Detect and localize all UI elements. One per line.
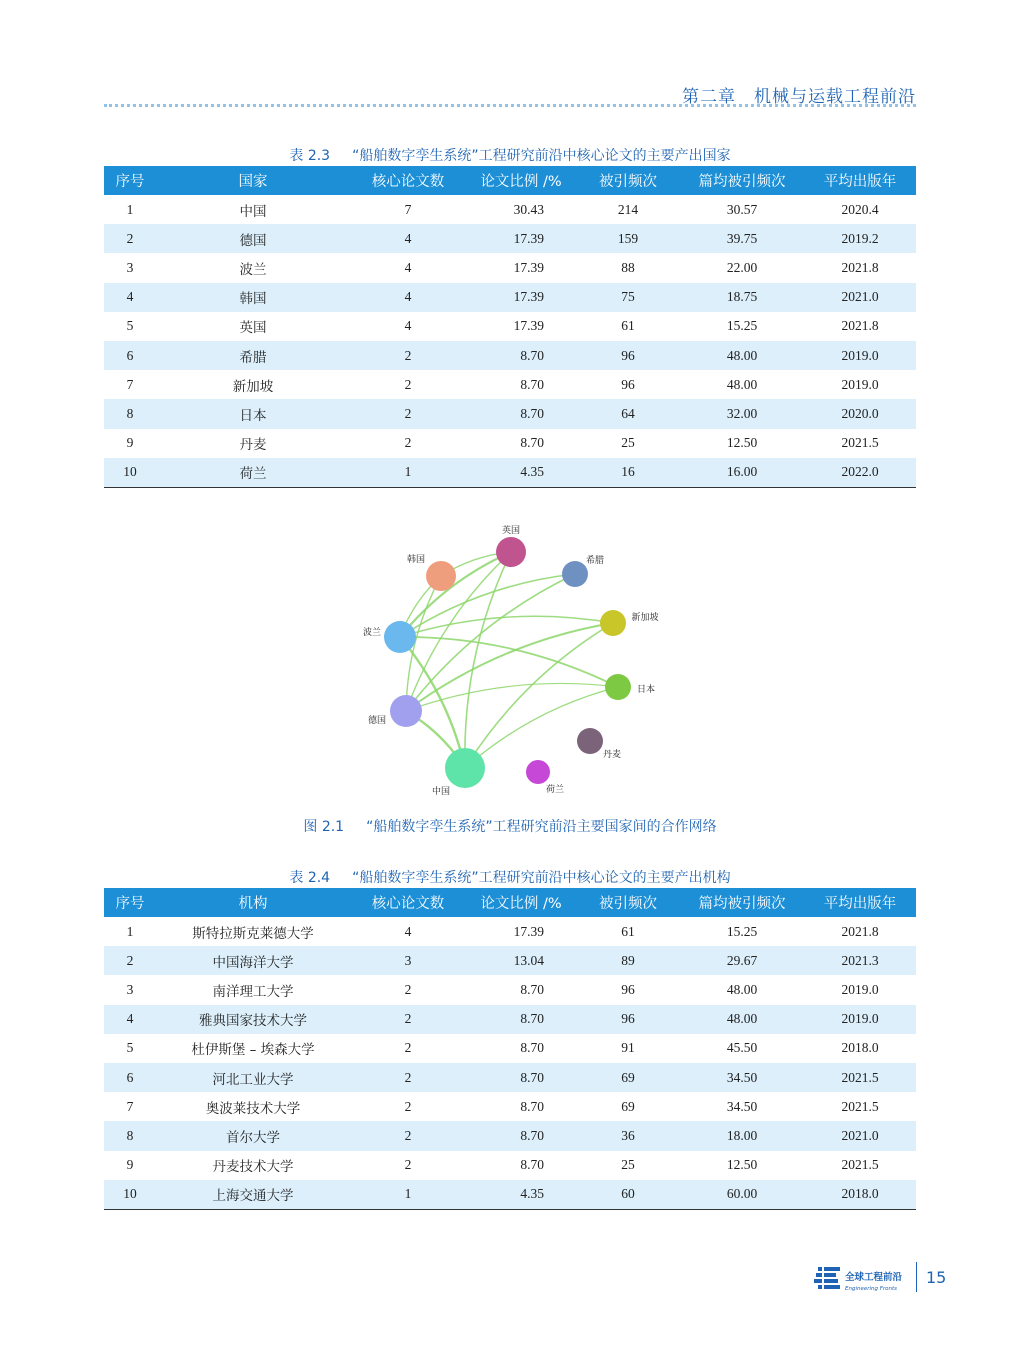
- table-row: [104, 1005, 916, 1034]
- table-cell: 新加坡: [232, 378, 274, 395]
- table-cell: 2: [350, 341, 466, 370]
- column-header: 论文比例 /%: [466, 166, 576, 195]
- table-cell: 2019.0: [841, 981, 879, 997]
- table-cell: 69: [621, 1098, 635, 1114]
- table-cell: 1: [350, 458, 466, 488]
- table-cell: 2021.8: [841, 318, 879, 334]
- table-cell: 2: [404, 1098, 412, 1114]
- table-cell: 2019.2: [804, 224, 916, 253]
- table-cell: 2: [404, 435, 412, 451]
- figure-caption: [104, 816, 916, 836]
- table-cell: [466, 399, 576, 428]
- table-cell: 2: [350, 399, 466, 428]
- table-row: [104, 224, 916, 253]
- table-row: [104, 341, 916, 370]
- table-cell: 61: [621, 318, 635, 334]
- ratio-value: 8.70: [520, 1040, 544, 1056]
- table-row: [104, 195, 916, 224]
- table-cell: 2021.0: [804, 283, 916, 312]
- column-header: 序号: [104, 888, 156, 917]
- network-node-cn: [445, 748, 485, 788]
- table-cell: 60: [576, 1180, 680, 1210]
- table-cell: 8: [104, 1121, 156, 1150]
- table-cell: 2019.0: [841, 376, 879, 392]
- table-cell: 96: [621, 981, 635, 997]
- table-cell: 159: [576, 224, 680, 253]
- table-row: [104, 429, 916, 458]
- table-cell: 雅典国家技术大学: [156, 1005, 350, 1034]
- table-cell: 2021.0: [804, 1121, 916, 1150]
- table-cell: 河北工业大学: [156, 1063, 350, 1092]
- network-node-label: 新加坡: [631, 613, 659, 623]
- network-node-label: 荷兰: [545, 785, 565, 795]
- table-row: [104, 458, 916, 488]
- figure-caption-number: 图 2.1: [303, 819, 345, 835]
- column-header: 核心论文数: [350, 166, 466, 195]
- table1-caption-number: 表 2.3: [289, 148, 331, 164]
- table-cell: 4: [104, 283, 156, 312]
- table-cell: 4: [350, 283, 466, 312]
- table-row: [104, 917, 916, 946]
- ratio-value: 17.39: [513, 318, 544, 334]
- table2-caption-text: “船舶数字孪生系统”工程研究前沿中核心论文的主要产出机构: [352, 870, 731, 886]
- network-node-sg: [600, 610, 626, 636]
- logo-text-en: Engineering Fronts: [845, 1286, 898, 1292]
- table-cell: 丹麦技术大学: [212, 1159, 294, 1176]
- ratio-value: 8.70: [520, 435, 544, 451]
- ratio-value: 17.39: [513, 923, 544, 939]
- table-cell: [466, 1005, 576, 1034]
- ratio-value: 8.70: [520, 376, 544, 392]
- ratio-value: 8.70: [520, 347, 544, 363]
- table-row: [104, 946, 916, 975]
- table1-caption: [104, 145, 916, 165]
- table-cell: 3: [126, 259, 134, 275]
- ratio-value: 8.70: [520, 1098, 544, 1114]
- table-cell: 中国: [239, 203, 267, 220]
- table-row: [104, 1063, 916, 1092]
- column-header: 篇均被引频次: [680, 166, 804, 195]
- table-cell: 88: [621, 259, 635, 275]
- countries-table: [104, 166, 916, 488]
- table-cell: 2018.0: [841, 1040, 879, 1056]
- network-node-label: 中国: [431, 787, 451, 797]
- table-cell: [466, 1034, 576, 1063]
- table-cell: 64: [576, 399, 680, 428]
- table-cell: [466, 917, 576, 946]
- table-row: [104, 1180, 916, 1210]
- table-cell: 32.00: [680, 399, 804, 428]
- ratio-value: 8.70: [520, 981, 544, 997]
- table-row: [104, 283, 916, 312]
- table-cell: 上海交通大学: [156, 1180, 350, 1210]
- table2-caption: [104, 867, 916, 887]
- table-cell: [466, 1180, 576, 1210]
- column-header: 国家: [156, 166, 350, 195]
- column-header: 论文比例 /%: [466, 888, 576, 917]
- table-cell: [466, 341, 576, 370]
- network-node-label: 英国: [501, 526, 521, 536]
- table-cell: 6: [104, 1063, 156, 1092]
- network-node-de: [390, 695, 422, 727]
- table-row: [104, 1121, 916, 1150]
- figure-caption-text: “船舶数字孪生系统”工程研究前沿主要国家间的合作网络: [366, 819, 717, 835]
- table-cell: 25: [621, 435, 635, 451]
- table-cell: 48.00: [680, 341, 804, 370]
- collaboration-network-figure: [350, 518, 680, 803]
- table-cell: 2: [404, 1157, 412, 1173]
- table-cell: 2020.0: [804, 399, 916, 428]
- ratio-value: 17.39: [513, 230, 544, 246]
- table-cell: 9: [126, 1157, 134, 1173]
- network-node-label: 丹麦: [602, 750, 622, 760]
- table-cell: 12.50: [726, 435, 758, 451]
- table-cell: 2021.8: [841, 923, 879, 939]
- table-row: [104, 1151, 916, 1180]
- table-cell: 2021.5: [841, 1098, 879, 1114]
- table-cell: 6: [104, 341, 156, 370]
- ratio-value: 8.70: [520, 1157, 544, 1173]
- table-cell: 2019.0: [804, 341, 916, 370]
- ratio-value: 17.39: [513, 289, 544, 305]
- table-cell: 75: [576, 283, 680, 312]
- table-cell: 2021.5: [841, 435, 879, 451]
- table-row: [104, 399, 916, 428]
- table-cell: 波兰: [239, 261, 267, 278]
- table-cell: 91: [621, 1040, 635, 1056]
- table-cell: 15.25: [726, 923, 758, 939]
- table-cell: 2: [350, 1063, 466, 1092]
- column-header: 被引频次: [576, 166, 680, 195]
- table-cell: 韩国: [156, 283, 350, 312]
- table-cell: 8: [104, 399, 156, 428]
- ratio-value: 17.39: [513, 259, 544, 275]
- table-header-row: [104, 166, 916, 195]
- table-row: [104, 1092, 916, 1121]
- network-node-gr: [562, 561, 588, 587]
- table-cell: 英国: [239, 320, 267, 337]
- table-cell: 2021.3: [804, 946, 916, 975]
- page-number: 15: [926, 1268, 947, 1287]
- network-edge: [465, 687, 618, 768]
- table-cell: 日本: [156, 399, 350, 428]
- table-row: [104, 1034, 916, 1063]
- table-cell: 34.50: [726, 1098, 758, 1114]
- table-cell: [466, 370, 576, 399]
- table-cell: [466, 1121, 576, 1150]
- table-cell: 12.50: [726, 1157, 758, 1173]
- column-header: 平均出版年: [804, 166, 916, 195]
- network-node-pl: [384, 621, 416, 653]
- table-cell: 2: [104, 946, 156, 975]
- table-cell: [466, 283, 576, 312]
- network-node-label: 德国: [367, 716, 387, 726]
- table-cell: 18.00: [680, 1121, 804, 1150]
- table-cell: 36: [576, 1121, 680, 1150]
- table-cell: 2: [350, 1121, 466, 1150]
- network-node-label: 韩国: [406, 555, 426, 565]
- table-cell: 39.75: [680, 224, 804, 253]
- table2-caption-number: 表 2.4: [289, 870, 331, 886]
- table-cell: 29.67: [680, 946, 804, 975]
- table-cell: [466, 224, 576, 253]
- table-cell: 96: [576, 341, 680, 370]
- table-cell: 69: [576, 1063, 680, 1092]
- footer-divider: [916, 1262, 917, 1292]
- table-cell: 2022.0: [804, 458, 916, 488]
- table-cell: 2019.0: [804, 1005, 916, 1034]
- table-cell: 48.00: [680, 1005, 804, 1034]
- table-cell: 10: [104, 458, 156, 488]
- table-cell: 南洋理工大学: [212, 983, 294, 1000]
- table-cell: 3: [126, 981, 134, 997]
- network-node-kr: [426, 561, 456, 591]
- table-cell: 7: [126, 376, 134, 392]
- table-cell: 4: [104, 1005, 156, 1034]
- column-header: 篇均被引频次: [680, 888, 804, 917]
- table-cell: 丹麦: [239, 437, 267, 454]
- table-cell: 48.00: [726, 376, 758, 392]
- table-cell: 杜伊斯堡 – 埃森大学: [191, 1042, 315, 1059]
- table-cell: 1: [126, 923, 134, 939]
- table-cell: 25: [621, 1157, 635, 1173]
- table-cell: 96: [621, 376, 635, 392]
- network-node-label: 波兰: [362, 628, 382, 638]
- table-cell: 德国: [156, 224, 350, 253]
- ratio-value: 4.35: [520, 464, 544, 480]
- table-cell: 96: [576, 1005, 680, 1034]
- ratio-value: 4.35: [520, 1186, 544, 1202]
- table-cell: 3: [350, 946, 466, 975]
- table-cell: 奥波莱技术大学: [205, 1100, 301, 1117]
- table-cell: 10: [104, 1180, 156, 1210]
- table-cell: 89: [576, 946, 680, 975]
- table-cell: 5: [126, 1040, 134, 1056]
- table-cell: 16.00: [680, 458, 804, 488]
- table-cell: 4: [404, 318, 412, 334]
- table-cell: [466, 253, 576, 282]
- table-cell: 2018.0: [804, 1180, 916, 1210]
- table-cell: [466, 429, 576, 458]
- table-cell: 中国海洋大学: [156, 946, 350, 975]
- table-cell: 18.75: [680, 283, 804, 312]
- network-edge: [400, 616, 613, 637]
- table-cell: 9: [126, 435, 134, 451]
- ratio-value: 8.70: [520, 1127, 544, 1143]
- network-node-jp: [605, 674, 631, 700]
- table-cell: 1: [350, 1180, 466, 1210]
- table-cell: [466, 1092, 576, 1121]
- table-cell: [466, 195, 576, 224]
- table-cell: 4: [404, 923, 412, 939]
- network-node-label: 日本: [636, 685, 656, 695]
- table-cell: 1: [126, 201, 134, 217]
- table-cell: 斯特拉斯克莱德大学: [192, 925, 314, 942]
- ratio-value: 8.70: [520, 1069, 544, 1085]
- header-divider: [104, 104, 916, 107]
- table-cell: [466, 1151, 576, 1180]
- ratio-value: 8.70: [520, 405, 544, 421]
- table-cell: 5: [126, 318, 134, 334]
- table-cell: 15.25: [726, 318, 758, 334]
- network-node-nl: [526, 760, 550, 784]
- table-cell: 34.50: [680, 1063, 804, 1092]
- table-cell: 7: [404, 201, 412, 217]
- table-cell: 首尔大学: [156, 1121, 350, 1150]
- table-cell: 2021.5: [841, 1157, 879, 1173]
- table-cell: 2: [404, 981, 412, 997]
- column-header: 平均出版年: [804, 888, 916, 917]
- table-cell: [466, 312, 576, 341]
- table-cell: 荷兰: [156, 458, 350, 488]
- table-row: [104, 253, 916, 282]
- table-cell: 2021.5: [804, 1063, 916, 1092]
- table-cell: 2020.4: [841, 201, 879, 217]
- network-node-uk: [496, 537, 526, 567]
- table-cell: 45.50: [726, 1040, 758, 1056]
- table-cell: 2: [404, 1040, 412, 1056]
- column-header: 核心论文数: [350, 888, 466, 917]
- table1-caption-text: “船舶数字孪生系统”工程研究前沿中核心论文的主要产出国家: [352, 148, 731, 164]
- table-cell: 61: [621, 923, 635, 939]
- ratio-value: 13.04: [513, 952, 544, 968]
- table-cell: 22.00: [726, 259, 758, 275]
- network-nodes: [363, 524, 659, 797]
- table-cell: 2021.8: [841, 259, 879, 275]
- network-node-dk: [577, 728, 603, 754]
- table-cell: 60.00: [680, 1180, 804, 1210]
- network-node-label: 希腊: [585, 556, 605, 566]
- table-cell: 4: [404, 259, 412, 275]
- table-cell: [466, 975, 576, 1004]
- institutions-table: [104, 888, 916, 1210]
- engineering-fronts-logo: [814, 1262, 910, 1294]
- table-cell: 7: [126, 1098, 134, 1114]
- ratio-value: 8.70: [520, 1011, 544, 1027]
- table-cell: 48.00: [726, 981, 758, 997]
- table-cell: 214: [617, 201, 639, 217]
- column-header: 机构: [156, 888, 350, 917]
- table-cell: [466, 946, 576, 975]
- chapter-title: 第二章 机械与运载工程前沿: [682, 87, 916, 107]
- table-row: [104, 975, 916, 1004]
- column-header: 序号: [104, 166, 156, 195]
- table-row: [104, 312, 916, 341]
- logo-text-cn: 全球工程前沿: [845, 1272, 903, 1283]
- table-cell: [466, 1063, 576, 1092]
- table-cell: 2: [104, 224, 156, 253]
- table-cell: 4: [350, 224, 466, 253]
- table-row: [104, 370, 916, 399]
- table-cell: 2: [404, 376, 412, 392]
- table-cell: [466, 458, 576, 488]
- table-header-row: [104, 888, 916, 917]
- ratio-value: 30.43: [513, 201, 544, 217]
- column-header: 被引频次: [576, 888, 680, 917]
- table-cell: 16: [576, 458, 680, 488]
- table-cell: 希腊: [156, 341, 350, 370]
- table-cell: 2: [350, 1005, 466, 1034]
- table-cell: 30.57: [726, 201, 758, 217]
